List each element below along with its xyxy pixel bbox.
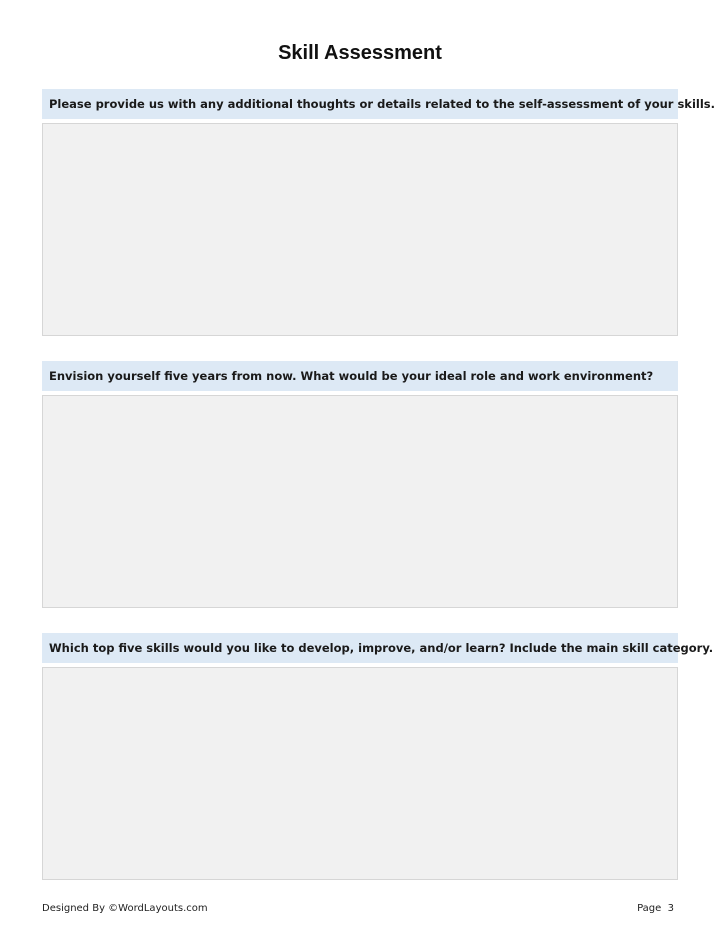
question-section-additional-thoughts	[42, 89, 715, 336]
question-prompt: Envision yourself five years from now. What would be your ideal role and work environment?	[42, 361, 678, 391]
question-section-top-five-skills	[42, 633, 714, 880]
question-section-five-year-vision	[42, 361, 678, 608]
answer-field[interactable]	[42, 395, 678, 608]
answer-field[interactable]	[42, 123, 678, 336]
answer-field[interactable]	[42, 667, 678, 880]
footer-credit: Designed By ©WordLayouts.com	[42, 903, 208, 914]
page-title: Skill Assessment	[278, 42, 442, 64]
page-number: Page 3	[637, 903, 674, 914]
question-prompt: Please provide us with any additional thoughts or details related to the self-assessment of your skills.	[42, 89, 678, 119]
question-prompt: Which top five skills would you like to develop, improve, and/or learn? Include the main skill category.	[42, 633, 678, 663]
